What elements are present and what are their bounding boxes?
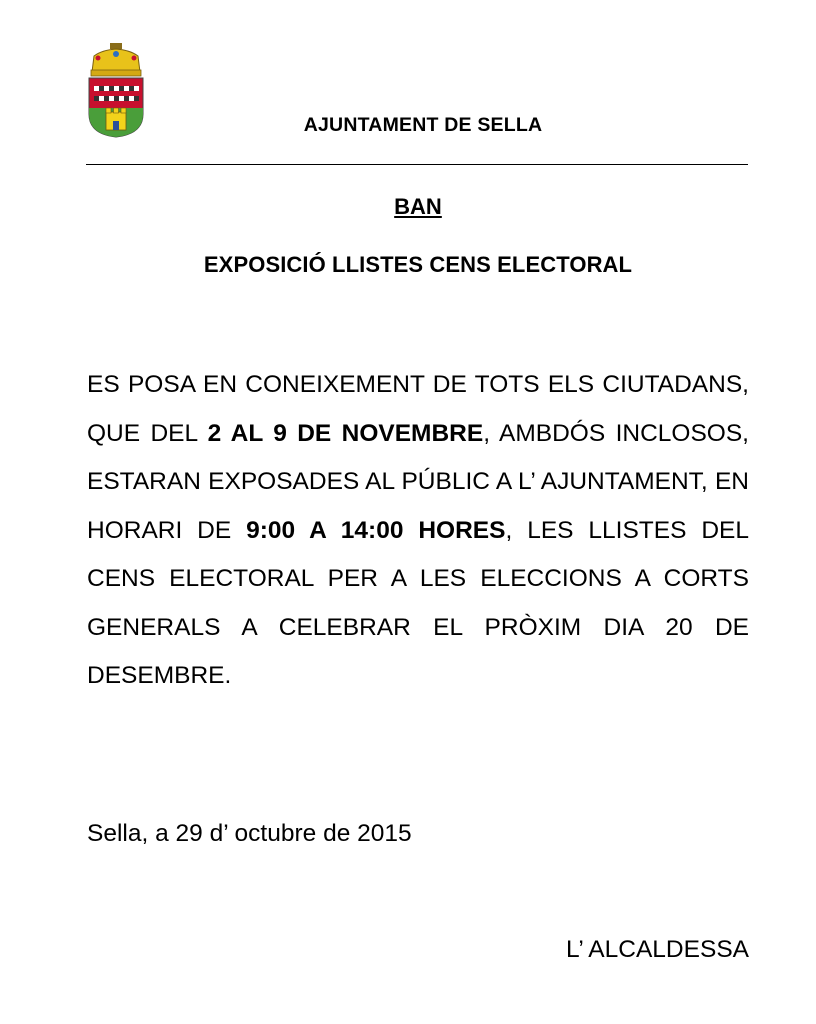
body-hours-highlight: 9:00 A 14:00 HORES [246,516,506,544]
body-text-2: , AMBDÓS INCLOSOS, ESTARAN EXPOSADES AL PÚBLIC A L’ AJUNTAMENT, EN HORARI DE [87,419,749,544]
body-text-3: , LES LLISTES DEL CENS ELECTORAL PER A LES ELECCIONS A CORTS GENERALS A CELEBRAR EL PRÒXIM DIA 20 DE DESEMBRE. [87,516,750,689]
header-divider [86,164,748,165]
organization-name: AJUNTAMENT DE SELLA [303,114,543,136]
body-text-1: ES POSA EN CONEIXEMENT DE TOTS ELS CIUTADANS, QUE DEL [87,371,749,447]
document-type: BAN [394,194,442,219]
document-subject: EXPOSICIÓ LLISTES CENS ELECTORAL [203,252,633,277]
notice-body [87,361,749,701]
place-and-date: Sella, a 29 d’ octubre de 2015 [87,820,412,847]
body-dates-highlight: 2 AL 9 DE NOVEMBRE [207,419,484,447]
signature-title: L’ ALCALDESSA [566,936,749,963]
